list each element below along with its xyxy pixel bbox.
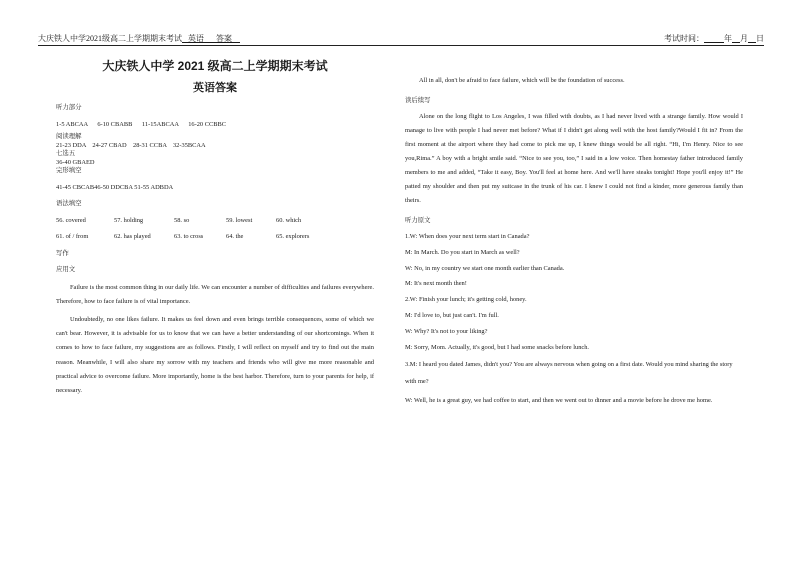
grammar-answer: 59. lowest — [226, 216, 253, 224]
seven-choose-five-label: 七选五 — [56, 150, 76, 157]
page-subtitle: 英语答案 — [193, 82, 237, 94]
grammar-answers-row-2 — [56, 233, 374, 242]
left-column — [56, 58, 374, 398]
header-subject: 英语 — [188, 34, 204, 43]
transcript-line: W: No, in my country we start one month earlier than Canada. — [405, 264, 565, 272]
transcript-line: W: Why? It's not to your liking? — [405, 327, 488, 335]
writing-label: 写作 — [56, 249, 69, 257]
transcript-line: 1.W: When does your next term start in Canada? — [405, 233, 530, 241]
applied-writing-label: 应用文 — [56, 266, 76, 273]
transcript-line: W: Well, he is a great guy, we had coffee to start, and then we went out to dinner and a movie before he drove me home. — [405, 397, 713, 405]
reading-answers: 21-23 DDA 24-27 CBAD 28-31 CCBA 32-35BCAA — [56, 141, 206, 149]
grammar-answer: 60. which — [276, 216, 302, 224]
listening-transcript — [405, 230, 743, 409]
continuation-writing-label: 读后续写 — [405, 96, 431, 104]
grammar-answer: 56. covered — [56, 216, 86, 224]
header-left — [38, 33, 240, 45]
listening-answers: 1-5 ABCAA 6-10 CBABB 11-15ABCAA 16-20 CCBBC — [56, 120, 227, 128]
grammar-answer: 58. so — [174, 216, 190, 224]
grammar-answer: 62. has played — [114, 233, 151, 240]
page-title: 大庆铁人中学 2021 级高二上学期期末考试 — [102, 59, 328, 73]
page-header — [38, 33, 764, 46]
seven-choose-five-answers: 36-40 GBAED — [56, 158, 95, 166]
essay-paragraph-2: Undoubtedly, no one likes failure. It makes us feel down and even brings terrible consequences, some of which we can't bear. However, it is advisable for us to know that we can have a better understanding of our shortcomings. When it comes to how to face failure, my suggestions are as follows. Firstly, I will reflect on myself and try to find out the main reason. Meanwhile, I will also share my sorrow with my teachers and friends who will give me more reasonable and practical advice to overcome failure. More importantly, home is the best harbor. Therefore, turn to your parents for help, if necessary. — [56, 315, 374, 394]
grammar-answers-row-1 — [56, 217, 374, 226]
transcript-line: M: Sorry, Mom. Actually, it's good, but I had some snacks before lunch. — [405, 343, 590, 351]
transcript-line: 2.W: Finish your lunch; it's getting cold, honey. — [405, 296, 527, 304]
cloze-answers: 41-45 CBCAB46-50 DDCBA 51-55 ADBDA — [56, 183, 174, 191]
transcript-line: M: It's next month then! — [405, 280, 467, 288]
transcript-line: M: In March. Do you start in March as well? — [405, 248, 520, 256]
transcript-line: M: I'd love to, but just can't. I'm full. — [405, 312, 499, 320]
reading-label: 阅读理解 — [56, 133, 82, 140]
grammar-answer: 57. holding — [114, 216, 144, 224]
grammar-answer: 64. the — [226, 233, 244, 240]
header-exam-name: 大庆铁人中学2021级高二上学期期末考试 — [38, 34, 182, 43]
listening-transcript-label: 听力原文 — [405, 217, 431, 225]
header-exam-date: 考试时间： 年 月 日 — [664, 34, 764, 43]
grammar-label: 语法填空 — [56, 200, 82, 207]
listening-label: 听力部分 — [56, 104, 82, 111]
essay-conclusion: All in all, don't be afraid to face failure, which will be the foundation of success. — [419, 77, 625, 84]
grammar-answer: 61. of / from — [56, 233, 89, 240]
transcript-line: 3.M: I heard you dated James, didn't you? You are always nervous when going on a first date. Would you mind sharing the story with me? — [405, 361, 733, 386]
essay-paragraph-1: Failure is the most common thing in our daily life. We can encounter a number of difficulties and failures everywhere. Therefore, how to face failure is of vital importance. — [56, 283, 374, 305]
right-column — [405, 72, 743, 409]
continuation-story: Alone on the long flight to Los Angeles, I was filled with doubts, as I had never lived with a strange family. How would I manage to live with people I had never met before? What if I didn't get along well with the host family?Would I fit in? From the first moment at the airport where they had come to pick me up, I knew things would be all right. “Hi, I'm Henry. Nice to see you,Rima.” A boy with a bright smile said. “Nice to see you, too,” I said in a low voice. Then homestay father introduced family members to me and added, “Take it easy, Boy. You'll feel at home here. And we'll have steaks tonight! Hope you'll enjoy it!” He patted my shoulder and then put my suitcase in the trunk of his car. I knew I could not find a kinder, more generous family than theirs. — [405, 112, 743, 205]
header-doc-type: 答案 — [216, 34, 232, 43]
grammar-answer: 63. to cross — [174, 233, 204, 240]
cloze-label: 完形填空 — [56, 167, 82, 174]
grammar-answer: 65. explorers — [276, 233, 310, 240]
